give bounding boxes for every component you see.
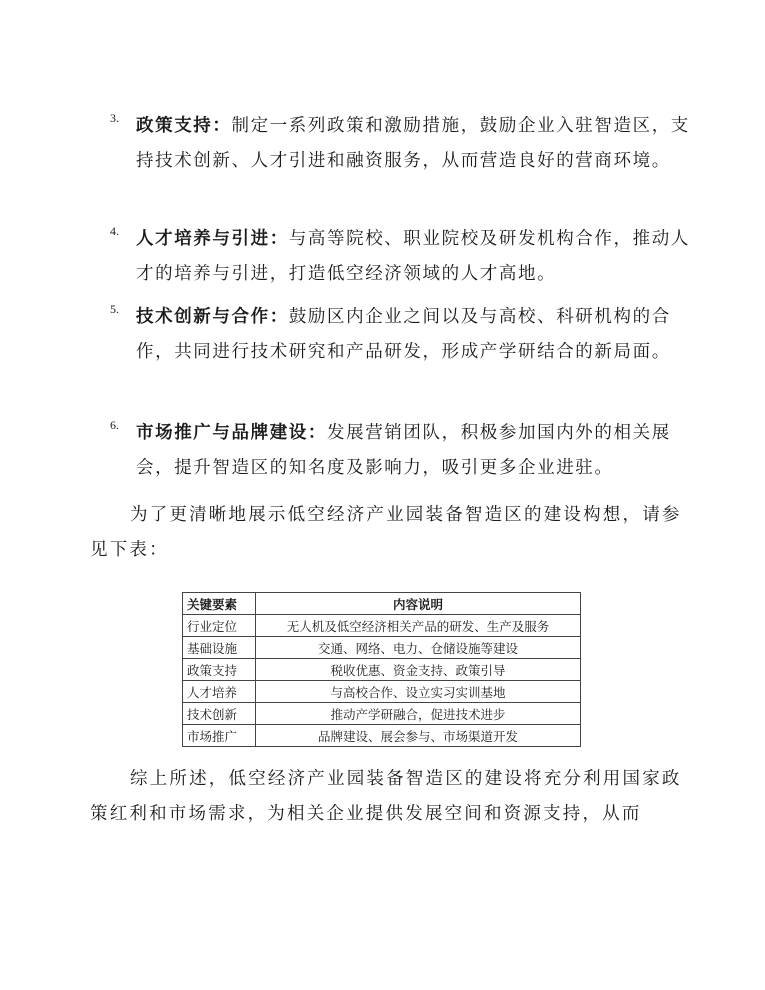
list-item-body: 制定一系列政策和激励措施，鼓励企业入驻智造区，支持技术创新、人才引进和融资服务，从而营造良好的营商环境。: [136, 116, 690, 171]
intro-paragraph: 为了更清晰地展示低空经济产业园装备智造区的建设构想，请参见下表：: [90, 505, 682, 560]
table-row: [183, 681, 581, 703]
table-cell: 市场推广: [183, 725, 256, 747]
list-item-policy-support: [110, 109, 690, 179]
list-item-title: 政策支持：: [136, 116, 232, 136]
list-item-body: 与高等院校、职业院校及研发机构合作，推动人才的培养与引进，打造低空经济领域的人才高地。: [136, 229, 690, 284]
list-item-talent: [110, 222, 690, 292]
list-item-title: 技术创新与合作：: [136, 307, 289, 327]
table-cell: 技术创新: [183, 703, 256, 725]
table-cell: 基础设施: [183, 637, 256, 659]
table-cell: 与高校合作、设立实习实训基地: [256, 681, 581, 703]
conclusion-paragraph: 综上所述，低空经济产业园装备智造区的建设将充分利用国家政策红利和市场需求，为相关企业提供发展空间和资源支持，从而: [90, 769, 682, 824]
list-item-body: 鼓励区内企业之间以及与高校、科研机构的合作，共同进行技术研究和产品研发，形成产学研结合的新局面。: [136, 307, 671, 362]
list-item-body: 发展营销团队，积极参加国内外的相关展会，提升智造区的知名度及影响力，吸引更多企业进驻。: [136, 423, 671, 478]
table-row: [183, 637, 581, 659]
table-cell: 行业定位: [183, 615, 256, 637]
table-cell: 税收优惠、资金支持、政策引导: [256, 659, 581, 681]
list-item-marketing: [110, 416, 690, 486]
list-number: 6.: [110, 418, 119, 432]
table-header-row: [183, 593, 581, 615]
table-row: [183, 659, 581, 681]
list-number: 5.: [110, 302, 119, 316]
table-cell: 人才培养: [183, 681, 256, 703]
table-row: [183, 703, 581, 725]
table-cell: 品牌建设、展会参与、市场渠道开发: [256, 725, 581, 747]
list-number: 3.: [110, 111, 119, 125]
list-item-title: 市场推广与品牌建设：: [136, 423, 327, 443]
table-row: [183, 725, 581, 747]
table-cell: 交通、网络、电力、仓储设施等建设: [256, 637, 581, 659]
list-number: 4.: [110, 224, 119, 238]
list-item-title: 人才培养与引进：: [136, 229, 289, 249]
table-row: [183, 615, 581, 637]
table-cell: 政策支持: [183, 659, 256, 681]
table-header-cell: 内容说明: [256, 593, 581, 615]
table-header-cell: 关键要素: [183, 593, 256, 615]
list-item-tech-innovation: [110, 300, 690, 370]
table-cell: 无人机及低空经济相关产品的研发、生产及服务: [256, 615, 581, 637]
table-cell: 推动产学研融合，促进技术进步: [256, 703, 581, 725]
key-elements-table: [182, 592, 581, 747]
